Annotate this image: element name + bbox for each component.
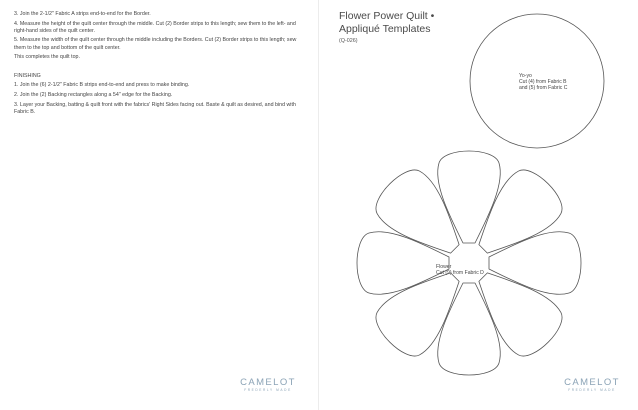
logo-wordmark: CAMELOT	[240, 377, 296, 388]
flower-petal	[438, 283, 501, 375]
page-title-line1: Flower Power Quilt •	[339, 10, 435, 22]
instruction-step: 4. Measure the height of the quilt center through the middle. Cut (2) Border strips to this length; sew them to the left- and right-hand sides of the quilt center.	[14, 20, 296, 34]
logo-tagline: FREDERLY MADE	[568, 388, 616, 392]
yoyo-cut-line2: and (5) from Fabric C	[519, 85, 568, 92]
flower-cut: Cut (9) from Fabric D	[436, 270, 484, 277]
yoyo-name: Yo-yo	[519, 73, 532, 79]
templates-page	[319, 0, 638, 410]
instruction-step: 3. Join the 2-1/2" Fabric A strips end-to-end for the Border.	[14, 11, 151, 17]
applique-templates	[319, 0, 638, 410]
spacer	[14, 64, 306, 73]
yoyo-cut-line1: Cut (4) from Fabric B	[519, 79, 567, 86]
flower-petal	[461, 162, 570, 271]
finishing-step: 2. Join the (2) Backing rectangles along a 54" edge for the Backing.	[14, 91, 173, 98]
logo-tagline: FREDERLY MADE	[244, 388, 292, 392]
finishing-heading: FINISHING	[14, 72, 41, 79]
flower-template	[357, 151, 581, 375]
flower-label	[436, 264, 484, 276]
page-title-line2: Appliqué Templates	[339, 23, 431, 35]
flower-petal	[368, 162, 477, 271]
flower-petal	[489, 232, 581, 295]
camelot-logo	[552, 378, 632, 393]
finishing-step: 3. Layer your Backing, batting & quilt front with the fabrics' Right Sides facing out. Baste & quilt as desired, and bind with Fabric B.	[14, 101, 296, 115]
instruction-step: This completes the quilt top.	[14, 54, 80, 61]
flower-petal	[357, 232, 449, 295]
pattern-code: (Q-026)	[339, 38, 358, 44]
logo-wordmark: CAMELOT	[564, 377, 620, 388]
flower-name: Flower	[436, 264, 452, 270]
instruction-step: 5. Measure the width of the quilt center through the middle including the Borders. Cut (2) Border strips to this length; sew them to the top and bottom of the quilt center.	[14, 37, 297, 51]
camelot-logo	[228, 378, 308, 393]
flower-petal	[438, 151, 501, 243]
finishing-step: 1. Join the (6) 2-1/2" Fabric B strips end-to-end and press to make binding.	[14, 82, 190, 89]
yoyo-label	[519, 73, 567, 92]
instructions-text	[14, 11, 306, 118]
